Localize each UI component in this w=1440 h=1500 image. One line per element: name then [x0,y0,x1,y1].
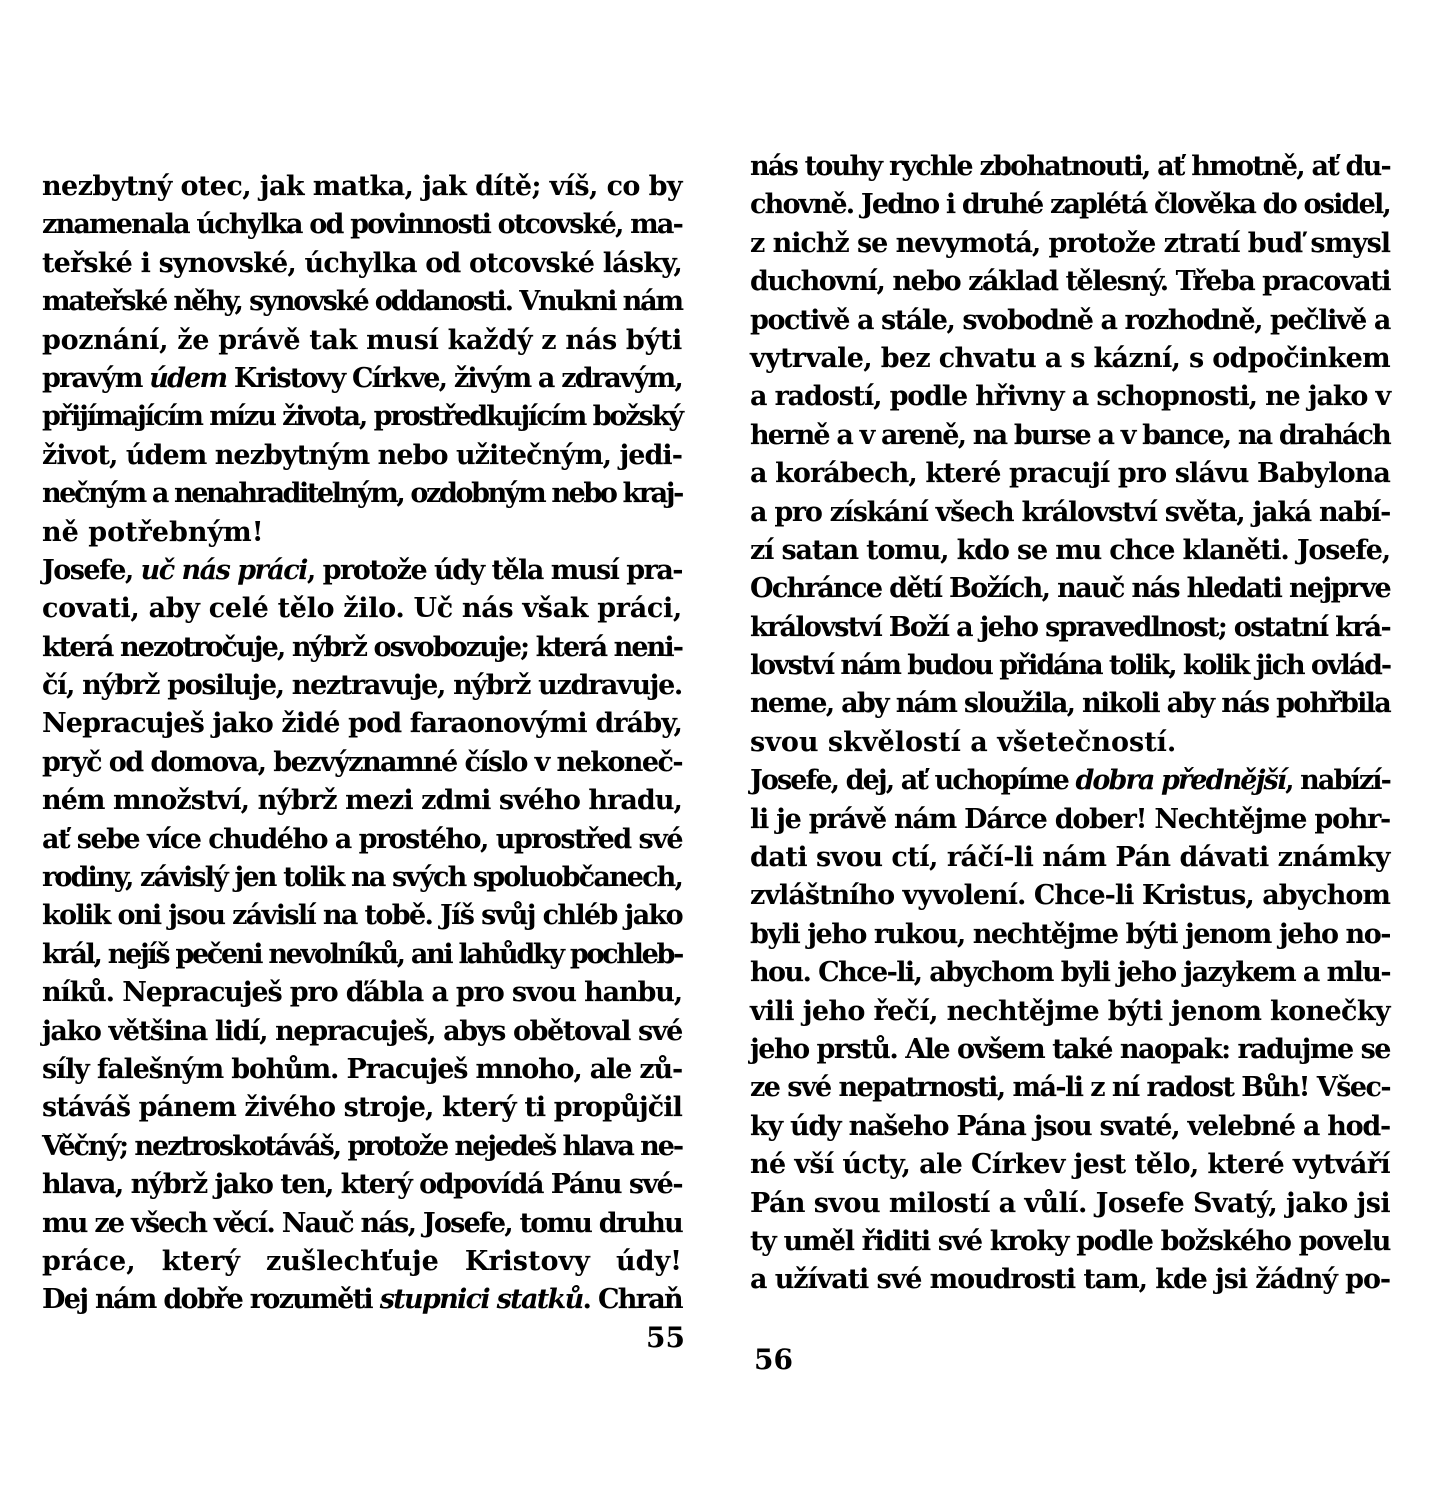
left-page-text-line: jako většina lidí, nepracuješ, abys obětoval své [42,1015,682,1047]
left-page-text-line: život, údem nezbytným nebo užitečným, jedi- [42,439,682,471]
right-page-text-line: lovství nám budou přidána tolik, kolik jich ovlád- [750,650,1390,682]
right-page-text-line: Ochránce dětí Božích, nauč nás hledati nejprve [750,573,1390,605]
right-page-text-line: a pro získání všech království světa, jaká nabí- [750,496,1390,528]
left-page-text-line: ať sebe více chudého a prostého, uprostřed své [42,823,682,855]
text-run: pravým [42,362,150,394]
left-page-text-line: nezbytný otec, jak matka, jak dítě; víš, co by [42,171,682,202]
left-page-text-line: čí, nýbrž posiluje, neztravuje, nýbrž uzdravuje. [42,670,682,702]
right-page-text-line: a radostí, podle hřivny a schopnosti, ne jako v [750,381,1390,413]
left-page-text-line: přijímajícím mízu života, prostředkujícím božský [42,401,682,433]
left-page-text-line: teřské i synovské, úchylka od otcovské lásky, [42,247,682,279]
text-run: . Chraň [582,1284,682,1316]
left-page-text-line: ném množství, nýbrž mezi zdmi svého hradu, [42,785,682,817]
left-page-text-line [42,360,682,398]
left-page-text-line: mateřské něhy, synovské oddanosti. Vnukni nám [42,286,682,318]
right-page-text-line: ky údy našeho Pána jsou svaté, velebné a hod- [750,1110,1390,1142]
right-page-text-line: vytrvale, bez chvatu a s kázní, s odpočinkem [750,342,1390,374]
right-page-text-line: svou skvělostí a všetečností. [750,726,1177,758]
right-page-number: 56 [754,1343,793,1376]
right-page-text-line: hou. Chce-li, abychom byli jeho jazykem a mlu- [750,957,1390,989]
right-page-text-line: vili jeho řečí, nechtějme býti jenom konečky [750,995,1390,1027]
left-page-text-line: znamenala úchylka od povinnosti otcovské, ma- [42,209,682,241]
emphasis-text: dobra přednější [1075,765,1286,797]
right-page-text-line: a užívati své moudrosti tam, kde jsi žádný po- [750,1264,1390,1296]
text-run: Kristovy Církve, živým a zdravým, [226,362,682,394]
left-page-text-line: Věčný; neztroskotáváš, protože nejedeš hlava ne- [42,1130,682,1162]
left-page-text-line: kolik oni jsou závislí na tobě. Jíš svůj chléb jako [42,900,682,932]
right-page-text-line: jeho prstů. Ale ovšem také naopak: radujme se [750,1033,1390,1065]
left-page-text-line: covati, aby celé tělo žilo. Uč nás však práci, [42,593,682,625]
left-page-text-line [42,1281,682,1319]
emphasis-text: stupnici statků [379,1284,583,1316]
right-page-text-line: chovně. Jedno i druhé zaplétá člověka do osidel, [750,189,1390,221]
right-page-text-line [750,762,1390,800]
left-page-text-line: poznání, že právě tak musí každý z nás býti [42,324,682,356]
right-page-text-line: zvláštního vyvolení. Chce-li Kristus, abychom [750,880,1390,912]
left-page-text-line: která nezotročuje, nýbrž osvobozuje; která neni- [42,631,682,663]
right-page-text-line: duchovní, nebo základ tělesný. Třeba pracovati [750,266,1390,298]
right-page-text [750,148,1390,1300]
left-page-text-line: hlava, nýbrž jako ten, který odpovídá Pánu své- [42,1169,682,1201]
left-page-text [42,168,682,1320]
right-page-text-line: zí satan tomu, kdo se mu chce klaněti. Josefe, [750,534,1390,566]
text-run: Josefe, [42,554,141,586]
right-page-text-line: a korábech, které pracují pro slávu Babylona [750,458,1390,490]
left-page-text-line: král, nejíš pečeni nevolníků, ani lahůdky pochleb- [42,938,682,970]
left-page-text-line: síly falešným bohům. Pracuješ mnoho, ale zů- [42,1053,682,1085]
right-page-text-line: neme, aby nám sloužila, nikoli aby nás pohřbila [750,688,1390,720]
right-page-text-line: poctivě a stále, svobodně a rozhodně, pečlivě a [750,304,1390,336]
text-run: , protože údy těla musí pra- [306,554,682,586]
emphasis-text: uč nás práci [140,554,307,586]
right-page-text-line: ty uměl řiditi své kroky podle božského povelu [750,1225,1390,1257]
right-page-text-line: né vší úcty, ale Církev jest tělo, které vytváří [750,1149,1390,1181]
left-page-text-line: rodiny, závislý jen tolik na svých spoluobčanech, [42,862,682,894]
emphasis-text: údem [149,362,227,394]
right-page-text-line: nás touhy rychle zbohatnouti, ať hmotně, ať du- [750,151,1390,182]
left-page-text-line: mu ze všech věcí. Nauč nás, Josefe, tomu druhu [42,1207,682,1239]
right-page-text-line: království Boží a jeho spravedlnost; ostatní krá- [750,611,1390,643]
left-page-text-line: ně potřebným! [42,516,264,548]
left-page-text-line: níků. Nepracuješ pro ďábla a pro svou hanbu, [42,977,682,1009]
left-page-number: 55 [646,1321,685,1354]
text-run: Josefe, dej, ať uchopíme [750,765,1076,797]
right-page-text-line: li je právě nám Dárce dober! Nechtějme pohr- [750,803,1390,835]
right-page-text-line: herně a v areně, na burse a v bance, na drahách [750,419,1390,451]
left-page-text-line: práce, který zušlechťuje Kristovy údy! [42,1245,682,1277]
left-page-text-line: pryč od domova, bezvýznamné číslo v nekoneč- [42,746,682,778]
right-page-text-line: byli jeho rukou, nechtějme býti jenom jeho no- [750,918,1390,950]
right-page-text-line: z nichž se nevymotá, protože ztratí buď smysl [750,227,1390,259]
left-page-text-line [42,552,682,590]
right-page-text-line: Pán svou milostí a vůlí. Josefe Svatý, jako jsi [750,1187,1390,1219]
right-page-text-line: ze své nepatrnosti, má-li z ní radost Bůh! Všec- [750,1072,1390,1104]
left-page-text-line: Nepracuješ jako židé pod faraonovými dráby, [42,708,682,740]
right-page-text-line: dati svou ctí, ráčí-li nám Pán dávati známky [750,842,1390,874]
left-page-text-line: nečným a nenahraditelným, ozdobným nebo kraj- [42,478,682,510]
text-run: , nabízí- [1285,765,1390,797]
text-run: Dej nám dobře rozuměti [42,1284,380,1316]
left-page-text-line: stáváš pánem živého stroje, který ti propůjčil [42,1092,682,1124]
